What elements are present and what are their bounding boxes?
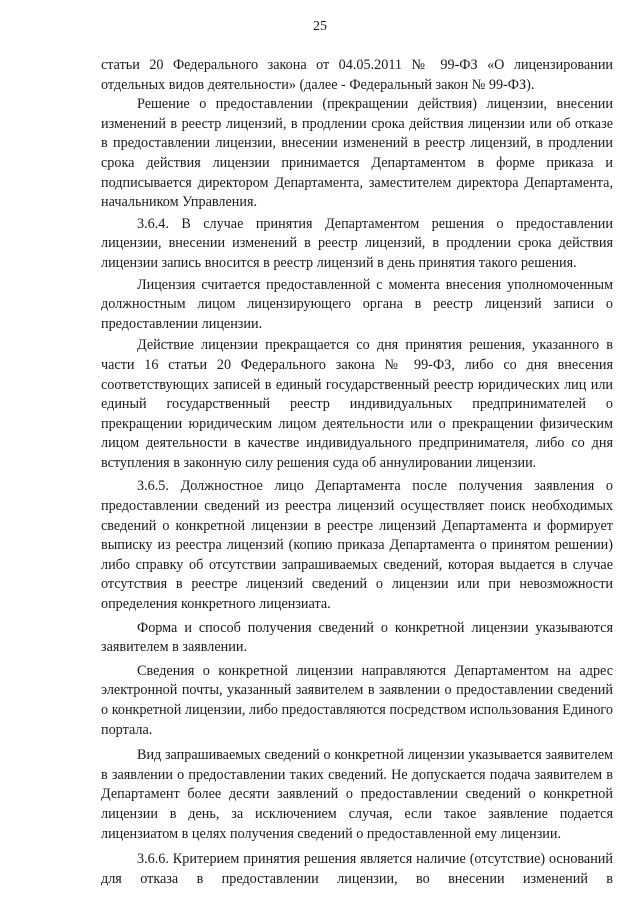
page-number: 25 xyxy=(313,19,327,34)
paragraph-form-and-method: Форма и способ получения сведений о конкретной лицензии указываются заявителем в заявлении. xyxy=(101,619,613,656)
paragraph-license-termination: Действие лицензии прекращается со дня принятия решения, указанного в части 16 статьи 20 Федерального закона № 99-ФЗ, либо со дня внесения соответствующих записей в единый государственный реестр юридических лиц или единый государственный реестр индивидуальных предпринимателей о прекращении юридическим лицом деятельности или о прекращении физическим лицом деятельности в качестве индивидуального предпринимателя, либо со дня вступления в законную силу решения суда об аннулировании лицензии. xyxy=(101,337,613,471)
paragraph-delivery: Сведения о конкретной лицензии направляются Департаментом на адрес электронной почты, указанный заявителем в заявлении о предоставлении сведений о конкретной лицензии, либо предоставляются посредством использования Единого портала. xyxy=(101,662,613,738)
paragraph-decision: Решение о предоставлении (прекращении действия) лицензии, внесении изменений в реестр лицензий, в продлении срока действия лицензии или об отказе в предоставлении лицензии, внесении изменений в реестр лицензий, в продлении срока действия лицензии принимается Департаментом в форме приказа и подписывается директором Департамента, заместителем директора Департамента, начальником Управления. xyxy=(101,96,613,211)
paragraph-law-reference: статьи 20 Федерального закона от 04.05.2011 № 99-ФЗ «О лицензировании отдельных видов деятельности» (далее - Федеральный закон № 99-ФЗ). xyxy=(101,57,613,93)
paragraph-license-granted: Лицензия считается предоставленной с момента внесения уполномоченным должностным лицом лицензирующего органа в реестр лицензий записи о предоставлении лицензии. xyxy=(101,276,613,332)
paragraph-3-6-5: 3.6.5. Должностное лицо Департамента после получения заявления о предоставлении сведений из реестра лицензий осуществляет поиск необходимых сведений о конкретной лицензии в реестре лицензий Департамента и формирует выписку из реестра лицензий (копию приказа Департамента о принятом решении) либо справку об отсутствии запрашиваемых сведений, которая выдается в случае отсутствия в реестре лицензий сведений о лицензии или при невозможности определения конкретного лицензиата. xyxy=(101,478,613,613)
paragraph-3-6-4: 3.6.4. В случае принятия Департаментом решения о предоставлении лицензии, внесении изменений в реестр лицензий, в продлении срока действия лицензии запись вносится в реестр лицензий в день принятия такого решения. xyxy=(101,215,613,271)
paragraph-3-6-6: 3.6.6. Критерием принятия решения является наличие (отсутствие) оснований для отказа в предоставлении лицензии, во внесении изменений в xyxy=(101,851,613,887)
paragraph-request-type: Вид запрашиваемых сведений о конкретной лицензии указывается заявителем в заявлении о предоставлении таких сведений. Не допускается подача заявителем в Департамент более десяти заявлений о предоставлении сведений о конкретной лицензии в день, за исключением случая, если такое заявление подается лицензиатом в целях получения сведений о предоставленной ему лицензии. xyxy=(101,747,613,842)
page-body xyxy=(101,56,613,889)
